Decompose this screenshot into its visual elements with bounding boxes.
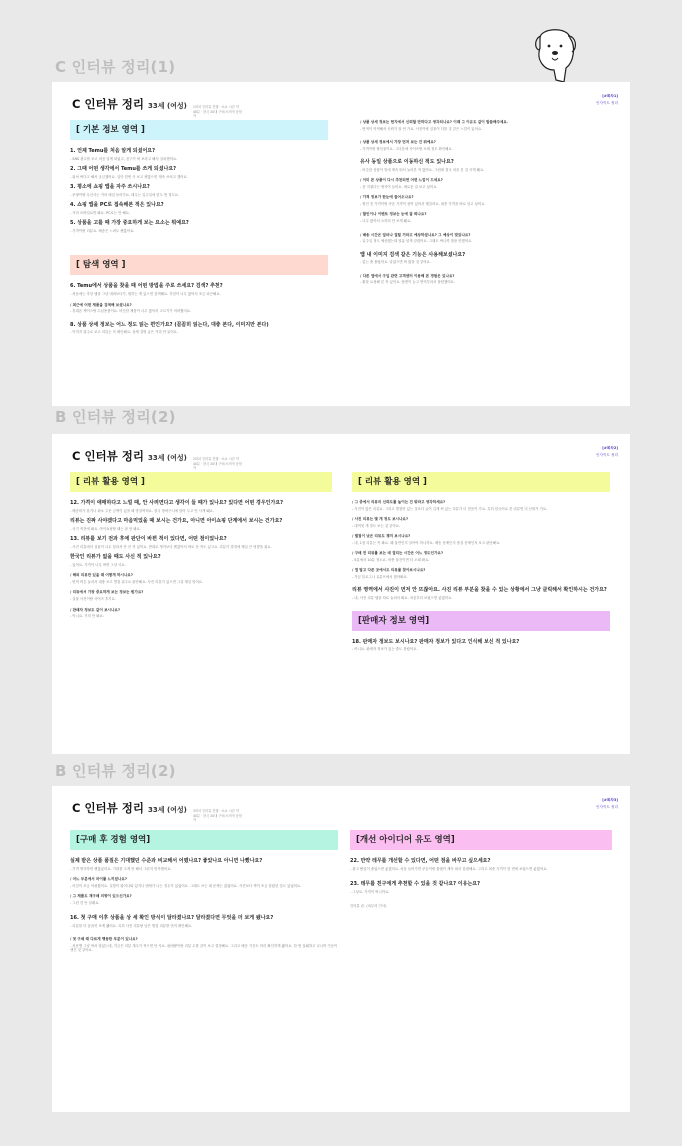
card-tag [596,94,618,106]
question: 6. Temu에서 상품을 찾을 때 어떤 방법을 주로 쓰세요? 검색? 추천? [70,283,223,290]
sub-question: / 상품 상세 정보는 현지에서 신뢰할 만하다고 생각되나요? 이때 그 이유도 같이 말씀해주세요. [360,120,509,124]
answer: - 거의 모바일로만 봐요. PC로는 안 해요. [70,210,131,215]
sub-question: / 해외 리뷰만 있을 때 어떻게 하시나요? [70,573,133,578]
answer: - 좀 지겹다는 생각이 들어요. 새로운 걸 보고 싶어요. [360,184,438,189]
section-title-1: C 인터뷰 정리(1) [55,58,176,76]
left-column [70,830,338,953]
sub-question: / 가격 정보가 한눈에 들어오나요? [360,195,414,200]
tag-label: [#회차2] [602,446,618,450]
sub-question: / 이미 본 상품이 다시 추천되면 어떤 느낌이 드세요? [360,178,443,183]
card-age: 33세 (여성) [148,102,187,110]
question: 리뷰는 진짜 사야겠다고 마음먹었을 때 보시는 건가요, 아니면 아이쇼핑 단계에서 보시는 건가요? [70,518,283,525]
answer: - 할인 전 가격이랑 쿠폰 가격이 섞여 있어서 헷갈려요. 최종 가격을 바로 알고 싶어요. [360,201,486,206]
right-column [352,472,610,652]
answer: - 있는 줄 몰랐어요. 알았으면 써 봤을 것 같아요. [360,260,431,265]
band-review: [ 리뷰 활용 영역 ] [70,472,332,492]
tag-sub: 인사이트 정리 [596,453,618,457]
sub-question: / 상품 상세 정보에서 가장 먼저 보는 건 뭐예요? [360,140,436,145]
answer: - 네, 사진 리뷰 탭을 따로 눌러서 봐요. 처음부터 보였으면 좋겠어요. [352,595,453,600]
answer: - 가격이랑 리뷰요. 배송은 느려도 괜찮아요. [70,228,135,233]
left-column [70,472,332,619]
interview-card-3 [52,786,630,1112]
section-title-2: B 인터뷰 정리(2) [55,408,176,426]
puppy-icon [532,24,578,86]
tag-label: [#회차3] [602,798,618,802]
card-tag [596,446,618,458]
card-title: C 인터뷰 정리 [72,449,144,463]
answer: - SNS 광고를 보고 처음 알게 되었고, 친구가 써 보라고 해서 설치했어요. [70,156,178,161]
answer: - 처음엔 그냥 싸서 담았는데, 지금은 리뷰 개수가 적으면 안 사요. 판매량이랑 리뷰 수를 같이 보고 결정해요. 그리고 배송 기간도 미리 확인하게 됐어요. 한 번 실패하고 나니까 기준이 생긴 것 같아요. [70,943,338,953]
sub-question: / 최근에 어떤 제품을 검색해 보셨나요? [70,302,132,307]
sub-question: / 그 중에서 리뷰의 신뢰도를 높이는 건 뭐라고 생각하세요? [352,500,446,504]
sub-question: / 배송 시간은 얼마나 걸릴 거라고 예상하셨나요? 그 예상이 맞았나요? [360,232,471,237]
answer: - 이미지 위주로 보고 리뷰는 꼭 확인해요. 상세 설명 글은 거의 안 읽어요. [70,330,179,335]
tag-sub: 인사이트 정리 [596,101,618,105]
answer: - 그냥요. 가격이 싸니까요. [350,889,390,894]
answer: - 일주일 정도 예상했는데 열흘 넘게 걸렸어요. 그래도 싸니까 참을 만했어요. [360,239,473,244]
answer: - 아니요. 거의 안 봐요. [70,614,104,619]
question: 유사 동일 상품으로 이동하신 적도 있나요? [360,159,454,166]
interview-card-1 [52,82,630,406]
card-title: C 인터뷰 정리 [72,97,144,111]
sub-question: / 앱 말고 다른 곳에서도 리뷰를 찾아보시나요? [352,568,426,573]
answer: - 사진이 많은 리뷰요. 그리고 별점만 있는 것보다 글이 길게 써 있는 리뷰가 더 믿음이 가요. 특히 한국어로 쓴 리뷰면 더 신뢰가 가요. [352,506,548,511]
answer: - 5분에서 10분 정도요. 비싼 물건이면 더 오래 봐요. [352,557,430,562]
question: 8. 상품 상세 정보는 어느 정도 읽는 편인가요? (꼼꼼히 읽는다, 대충 본다, 이미지만 본다) [70,321,269,328]
card-header [72,96,243,119]
band-after-purchase: [구매 후 경험 영역] [70,830,338,850]
question: 4. 쇼핑 앱을 PC로 접속해본 적은 있나요? [70,202,164,209]
answer: - 그런 건 안 살래요. [70,900,100,905]
section-title-3: B 인터뷰 정리(2) [55,762,176,780]
question: 2. 그때 어떤 생각에서 Temu를 쓰게 되셨나요? [70,166,177,173]
question: 22. 만약 테무를 개선할 수 있다면, 어떤 점을 바꾸고 싶으세요? [350,858,491,864]
question: 23. 테무를 친구에게 추천할 수 있을 것 같나요? 이유는요? [350,881,481,888]
right-column [360,120,612,285]
sub-question: / 어느 부분에서 차이를 느끼셨나요? [70,877,128,882]
answer: - 번역이 어색해서 신뢰가 잘 안 가요. 사진이랑 실물이 다를 것 같은 느낌이 있어요. [360,126,483,131]
question: 1. 언제 Temu를 처음 알게 되셨어요? [70,148,156,154]
band-review: [ 리뷰 활용 영역 ] [352,472,610,492]
question: 3. 평소에 쇼핑 앱을 자주 쓰시나요? [70,184,150,191]
answer: - 가격이랑 할인율이요. 그다음에 사이즈랑 소재 정도 확인해요. [360,146,453,151]
answer: - 마감이 조금 아쉬웠어요. 실밥이 튀어나와 있거나 냄새가 나는 경우가 있었어요. 그래도 쓰는 데 문제는 없었어요. 사진보다 색이 조금 달랐던 것도 있었어요. [70,883,302,888]
answer: - 네, 1점 리뷰는 꼭 봐요. 왜 불만인지 알아야 하니까요. 배송 문제인지 품질 문제인지 보고 판단해요. [352,540,501,545]
sub-question: / 리뷰에서 가장 중요하게 보는 정보는 뭔가요? [70,590,144,595]
question: 18. 판매자 정보도 보시나요? 판매자 정보가 있다고 인식해 보신 적 있나요? [352,638,520,645]
answer: - 가끔 블로그나 유튜브에서 찾아봐요. [352,574,408,579]
answer: - 배송비가 붙거나 최소 주문 금액이 있을 때 망설여져요. 결국 장바구니에 담아 두고 안 사게 돼요. [70,508,215,513]
answer: 인터뷰 끝. (마무리 인사) [350,904,387,909]
answer: - 광고 팝업이 줄었으면 좋겠어요. 처음 들어가면 쿠폰이랑 룰렛이 계속 떠서 불편해요. 그리고 최종 가격이 한 번에 보였으면 좋겠어요. [350,866,548,871]
answer: - 가격 생각하면 괜찮았어요. 기대를 크게 안 해서 그런지 만족했어요. [70,866,172,871]
answer: - 실물 사진이랑 사이즈 후기요. [70,596,116,601]
card-age: 33세 (여성) [148,454,187,462]
tag-sub: 인사이트 정리 [596,805,618,809]
question: 앱 내 이미지 검색 같은 기능은 사용해보셨나요? [360,251,466,258]
card-age: 33세 (여성) [148,806,187,814]
card-tag [596,798,618,810]
answer: - 대여섯 개 정도 보는 것 같아요. [352,523,401,528]
band-seller-info: [판매자 정보 영역] [352,611,610,631]
tag-label: [#회차1] [602,94,618,98]
answer: - 번역 버튼 눌러서 대충 보고 별점 위주로 판단해요. 사진 리뷰가 있으면 그걸 제일 믿어요. [70,579,204,584]
card-meta: 1회차 인터뷰 진행 · 소요 시간 약 40분 · 한국 20대 구매 소비자 응답자 [192,105,242,118]
answer: - 너무 많아서 오히려 안 보게 돼요. [360,218,412,223]
interview-card-2 [52,434,630,754]
answer: - 비슷한 상품이 밑에 계속 떠서 눌러본 적 많아요. 그런데 결국 처음 본 걸 사게 돼요. [360,167,485,172]
question: 12. 가격이 애매하다고 느낄 때, 안 사려면다고 생각이 들 때가 있나요? 있다면 어떤 경우인가요? [70,500,284,506]
question: 13. 리뷰를 보기 전과 후에 판단이 바뀐 적이 있다면, 어떤 점이었나요? [70,536,227,543]
question: 한국인 리뷰가 없을 때도 사신 적 있나요? [70,554,161,561]
sub-question: / 다른 앱에서 구입 관련 고객센터 이용해 본 경험은 있나요? [360,273,455,278]
card-meta: 3회차 인터뷰 진행 · 소요 시간 약 40분 · 한국 20대 구매 소비자 응답자 [192,809,242,822]
sub-question: / 첫 구매 때 다르게 행동한 부분이 있나요? [70,937,138,942]
card-header [72,800,243,823]
question: 리뷰 영역에서 사진이 먼저 안 뜨잖아요. 사진 리뷰 부분을 찾을 수 있는 상황에서 그냥 클릭해서 확인하시는 건가요? [352,587,607,594]
right-column [350,830,612,909]
card-title: C 인터뷰 정리 [72,801,144,815]
band-explore: [ 탐색 영역 ] [70,255,328,275]
answer: - 휴대폰 케이스랑 수납용품이요. 비슷한 제품이 너무 많아서 고르기가 어려웠어요. [70,309,192,314]
question: 실제 받은 상품 품질은 기대했던 수준과 비교해서 어땠나요? 좋았나요 아니면 나빴나요? [70,858,263,864]
answer: - 있어요. 가격이 너무 싸면 그냥 사요. [70,562,126,567]
sub-question: / 별점이 낮은 리뷰도 챙겨 보시나요? [352,534,411,539]
band-improvement-ideas: [개선 아이디어 유도 영역] [350,830,612,850]
question: 16. 첫 구매 이후 상품을 상 세 확인 방식이 달라졌나요? 달라졌다면 무엇을 더 보게 됐나요? [70,915,274,922]
answer: - 리뷰를 더 꼼꼼히 보게 됐어요. 특히 사진 리뷰랑 낮은 별점 리뷰를 먼저 확인해요. [70,923,193,928]
answer: - 환불 요청해 본 적 있어요. 답변이 늦고 번역투라서 답답했어요. [360,280,455,285]
answer: - 쿠팡이랑 무신사는 거의 매일 들어가요. 테무는 일주일에 한두 번 정도요. [70,192,180,197]
answer: - 사진 리뷰에서 실물이 너무 달라서 안 산 적 있어요. 반대로 생각보다 괜찮아서 바로 산 적도 있고요. 리뷰가 결정에 제일 큰 영향을 줘요. [70,544,272,549]
question: 5. 상품을 고를 때 가장 중요하게 보는 요소는 뭐예요? [70,220,189,227]
sub-question: / 사진 리뷰는 몇 개 정도 보시나요? [352,517,409,522]
sub-question: / 할인이나 이벤트 정보는 눈에 잘 띄나요? [360,212,427,217]
sub-question: / 그 제품도 재구매 의향이 있으신가요? [70,894,132,899]
sub-question: / 판매자 정보도 같이 보시나요? [70,607,121,612]
answer: - 워낙 싸다고 해서 궁금했어요. 일단 한번 사 보고 괜찮으면 계속 쓰려고 했어요. [70,174,188,179]
card-header [72,448,243,471]
band-basic-info: [ 기본 정보 영역 ] [70,120,328,140]
left-column [70,120,328,335]
answer: - 사기 직전에 봐요. 아이쇼핑할 때는 잘 안 봐요. [70,526,141,531]
answer: - 처음에는 추천 탭을 그냥 내려보다가, 원하는 게 있으면 검색해요. 추천이 너무 많아서 조금 피곤해요. [70,291,221,296]
answer: - 아니요. 판매자 정보가 있는 줄도 몰랐어요. [352,647,418,652]
card-meta: 2회차 인터뷰 진행 · 소요 시간 약 40분 · 한국 20대 구매 소비자 응답자 [192,457,242,470]
sub-question: / 구매 전 리뷰를 보는 데 걸리는 시간은 어느 정도인가요? [352,551,444,556]
